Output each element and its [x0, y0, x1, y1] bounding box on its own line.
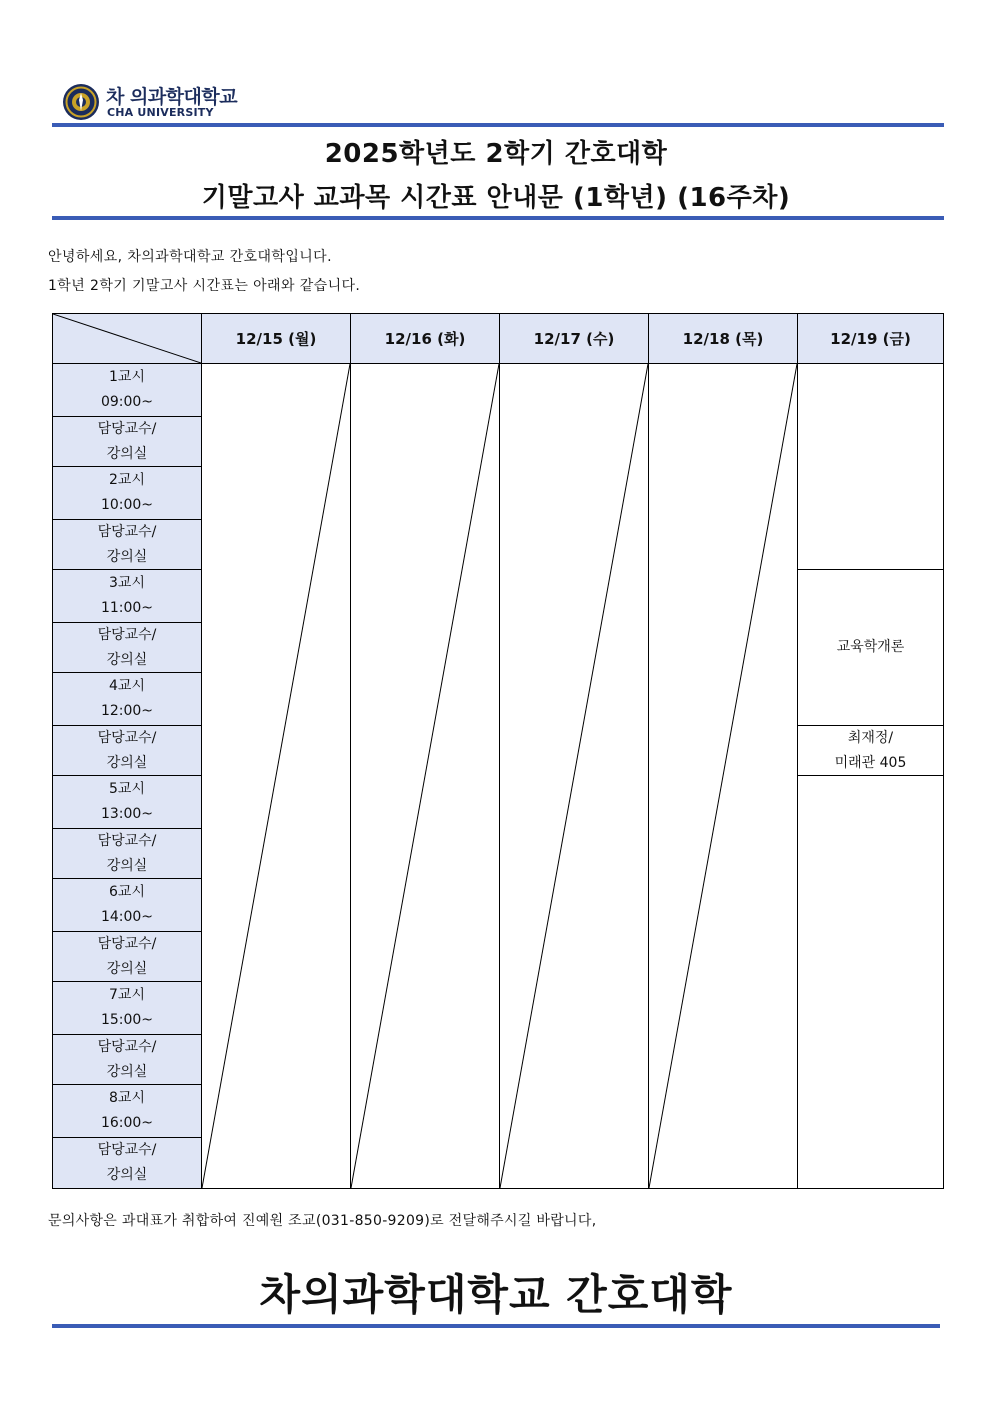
empty-day-slash	[500, 364, 648, 1188]
row-label-time: 14:00~	[100, 909, 154, 925]
intro-line-1: 안녕하세요, 차의과학대학교 간호대학입니다.	[48, 249, 332, 265]
day-column-tue-empty	[351, 364, 500, 1188]
title-line-2: 기말고사 교과목 시간표 안내문 (1학년) (16주차)	[201, 183, 791, 213]
row-label-room: 강의실	[106, 1063, 148, 1080]
row-label-room: 강의실	[106, 1167, 148, 1183]
row-label-period-2	[53, 467, 202, 520]
exam-schedule-table	[52, 313, 944, 1189]
day-column-thu-empty	[649, 364, 798, 1188]
row-label-room: 강의실	[106, 857, 148, 874]
row-label-professor-room-6	[53, 932, 202, 982]
row-label-time: 09:00~	[100, 394, 154, 410]
contact-note: 문의사항은 과대표가 취합하여 진예원 조교(031-850-9209)로 전달해주시길 바랍니다,	[48, 1213, 597, 1229]
row-label-title: 담당교수/	[97, 1038, 157, 1055]
day-column-wed-empty	[500, 364, 649, 1188]
exam-room: 미래관 405	[834, 754, 907, 771]
row-label-title: 담당교수/	[97, 626, 157, 643]
row-label-period-3	[53, 570, 202, 623]
exam-course-name: 교육학개론	[836, 639, 905, 655]
row-label-title: 2교시	[109, 472, 145, 488]
logo-english-name: CHA UNIVERSITY	[107, 106, 214, 119]
row-label-time: 11:00~	[100, 600, 154, 616]
row-label-time: 12:00~	[100, 703, 154, 719]
row-label-title: 6교시	[109, 884, 145, 900]
row-label-title: 담당교수/	[97, 420, 157, 437]
row-label-professor-room-7	[53, 1035, 202, 1085]
university-seal-icon	[62, 83, 100, 121]
corner-diagonal-line	[53, 314, 201, 363]
row-label-professor-room-4	[53, 726, 202, 776]
intro-line-2: 1학년 2학기 기말고사 시간표는 아래와 같습니다.	[48, 278, 361, 294]
row-label-professor-room-8	[53, 1138, 202, 1188]
exam-professor: 최재정/	[847, 729, 894, 746]
row-label-title: 담당교수/	[97, 1142, 157, 1158]
empty-day-slash	[202, 364, 350, 1188]
title-rule	[52, 216, 944, 220]
day-header-mon: 12/15 (월)	[202, 314, 351, 364]
fri-exam-course	[798, 570, 943, 726]
bottom-rule	[52, 1324, 940, 1328]
empty-day-slash	[351, 364, 499, 1188]
day-column-mon-empty	[202, 364, 351, 1188]
row-label-title: 3교시	[109, 575, 145, 591]
row-label-title: 담당교수/	[97, 832, 157, 849]
row-label-title: 담당교수/	[97, 523, 157, 540]
row-label-room: 강의실	[106, 754, 148, 771]
row-label-title: 5교시	[109, 781, 145, 797]
row-label-period-7	[53, 982, 202, 1035]
row-label-professor-room-3	[53, 623, 202, 673]
title-line-1: 2025학년도 2학기 간호대학	[324, 139, 668, 169]
row-label-room: 강의실	[106, 445, 148, 462]
row-label-period-1	[53, 364, 202, 417]
row-label-time: 16:00~	[100, 1115, 154, 1131]
day-header-fri: 12/19 (금)	[798, 314, 943, 364]
row-label-title: 1교시	[109, 369, 145, 385]
row-label-title: 4교시	[109, 678, 145, 694]
day-header-thu: 12/18 (목)	[649, 314, 798, 364]
top-rule	[52, 123, 944, 127]
row-label-title: 담당교수/	[97, 729, 157, 746]
row-label-title: 7교시	[109, 987, 145, 1003]
table-corner-cell	[53, 314, 202, 364]
row-label-period-8	[53, 1085, 202, 1138]
row-label-professor-room-5	[53, 829, 202, 879]
row-label-time: 10:00~	[100, 497, 154, 513]
fri-exam-professor-room	[798, 726, 943, 776]
row-label-period-6	[53, 879, 202, 932]
row-label-period-5	[53, 776, 202, 829]
row-label-title: 담당교수/	[97, 935, 157, 952]
footer-college-name: 차의과학대학교 간호대학	[259, 1270, 733, 1319]
empty-day-slash	[649, 364, 797, 1188]
row-label-time: 13:00~	[100, 806, 154, 822]
day-header-wed: 12/17 (수)	[500, 314, 649, 364]
logo-korean-name: 차 의과학대학교	[106, 86, 238, 108]
row-label-period-4	[53, 673, 202, 726]
fri-empty-periods-1-2	[798, 364, 943, 570]
day-header-tue: 12/16 (화)	[351, 314, 500, 364]
fri-empty-periods-5-8	[798, 776, 943, 1188]
row-label-room: 강의실	[106, 548, 148, 565]
row-label-professor-room-2	[53, 520, 202, 570]
row-label-professor-room-1	[53, 417, 202, 467]
row-label-title: 8교시	[109, 1090, 145, 1106]
row-label-room: 강의실	[106, 651, 148, 668]
row-label-room: 강의실	[106, 960, 148, 977]
row-label-time: 15:00~	[100, 1012, 154, 1028]
